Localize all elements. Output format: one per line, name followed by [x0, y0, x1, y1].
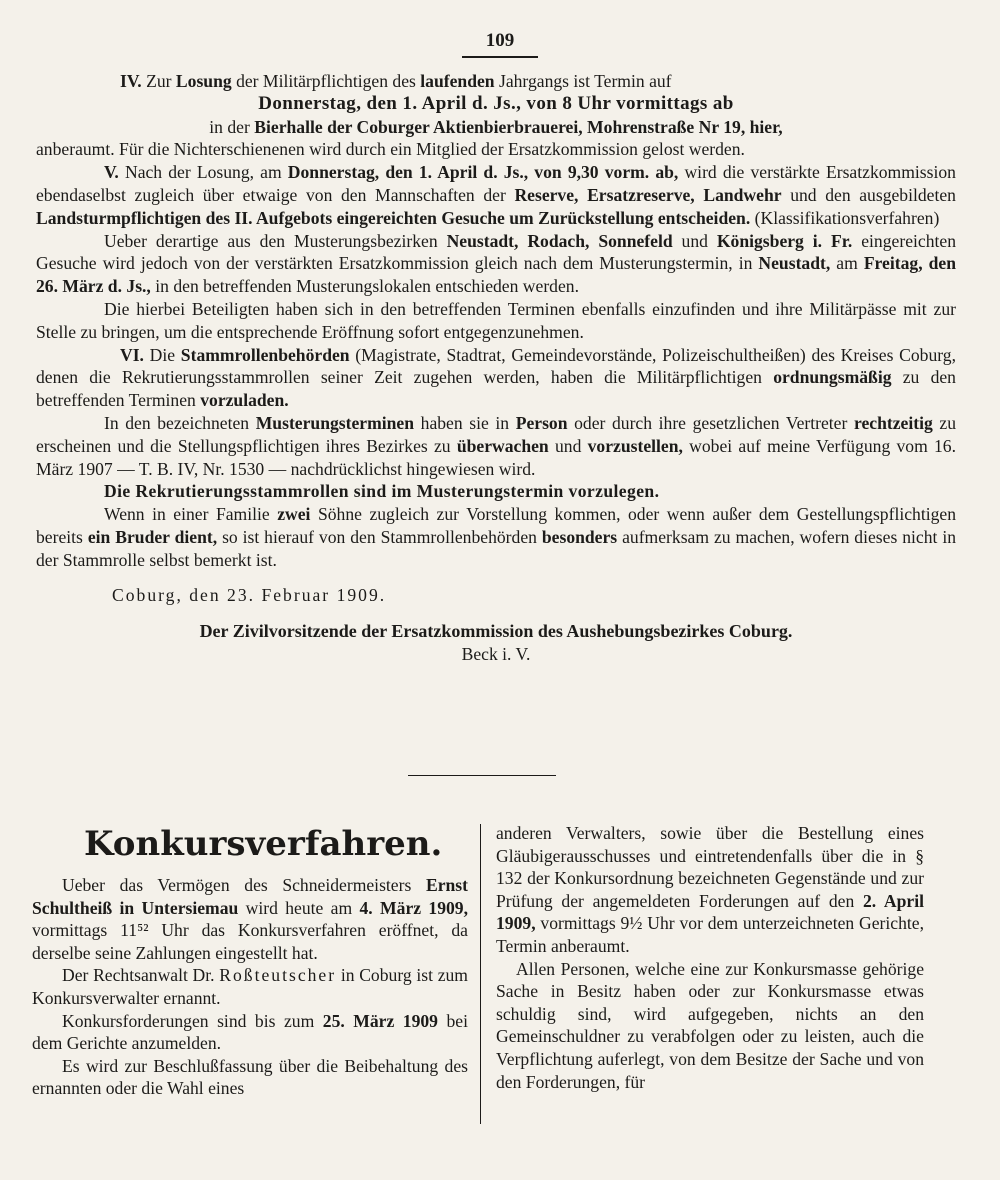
page-number: 109	[485, 30, 515, 51]
conscription-notice	[36, 70, 956, 666]
konkurs-right-column	[496, 822, 924, 1093]
konkurs-paragraph-5: anderen Verwalters, sowie über die Bestellung eines Gläubigerausschusses und eintretendenfalls über die in § 132 der Konkursordnung bezeichneten Gegenstände und zur Prüfung der angemeldeten Forderungen auf den 2. April 1909, vormittags 9½ Uhr vor dem unterzeichneten Gerichte, Termin anberaumt.	[496, 823, 925, 956]
page-number-underline	[462, 56, 538, 58]
konkurs-paragraph-2: Der Rechtsanwalt Dr. Roßteutscher in Coburg ist zum Konkursverwalter ernannt.	[32, 965, 468, 1008]
section-divider	[408, 775, 556, 776]
konkurs-paragraph-4: Es wird zur Beschlußfassung über die Beibehaltung des ernannten oder die Wahl eines	[32, 1055, 468, 1099]
konkurs-paragraph-6: Allen Personen, welche eine zur Konkursmasse gehörige Sache in Besitz haben oder zur Konkursmasse etwas schuldig sind, wird aufgegeben, nichts an den Gemeinschuldner zu verabfolgen oder zu leisten, auch die Verpflichtung auferlegt, von dem Besitze der Sache und von den Forderungen, für	[496, 958, 924, 1092]
konkurs-paragraph-3: Konkursforderungen sind bis zum 25. März 1909 bei dem Gerichte anzumelden.	[32, 1010, 468, 1054]
konkurs-heading: Konkursverfahren.	[84, 824, 443, 864]
section-vi-paragraph-3: Die Rekrutierungsstammrollen sind im Musterungstermin vorzulegen.	[104, 481, 660, 502]
section-vi-numeral: VI.	[120, 344, 144, 365]
section-v-paragraph-3: Die hierbei Beteiligten haben sich in den betreffenden Terminen ebenfalls einzufinden und ihre Militärpässe mit zur Stelle zu bringen, um die entsprechende Eröffnung sofort entgegenzunehmen.	[36, 298, 956, 342]
konkurs-left-column	[32, 822, 468, 1100]
section-iv-line1: IV. Zur Losung der Militärpflichtigen des laufenden Jahrgangs ist Termin auf	[120, 71, 672, 91]
konkurs-paragraph-1: Ueber das Vermögen des Schneidermeisters Ernst Schultheiß in Untersiemau wird heute am 4. März 1909, vormittags 11⁵² Uhr das Konkursverfahren eröffnet, da derselbe seine Zahlungen eingestellt hat.	[32, 875, 468, 963]
section-iv-numeral: IV.	[120, 71, 142, 91]
section-vi-paragraph-4: Wenn in einer Familie zwei Söhne zugleich zur Vorstellung kommen, oder wenn außer dem Gestellungspflichtigen bereits ein Bruder dient, so ist hierauf von den Stammrollenbehörden besonders aufmerksam zu machen, wofern dieses nicht in der Stammrolle selbst bemerkt ist.	[36, 504, 957, 570]
section-v-numeral: V.	[104, 162, 119, 183]
signature-name: Beck i. V.	[461, 644, 531, 665]
section-iv-closing-line: anberaumt. Für die Nichterschienenen wird durch ein Mitglied der Ersatzkommission gelost werden.	[36, 139, 745, 160]
section-vi-paragraph-2: In den bezeichneten Musterungsterminen haben sie in Person oder durch ihre gesetzlichen Vertreter rechtzeitig zu erscheinen und die Stellungspflichtigen ihres Bezirkes zu überwachen und vorzustellen, wobei auf meine Verfügung vom 16. März 1907 — T. B. IV, Nr. 1530 — nachdrücklichst hingewiesen wird.	[36, 412, 957, 479]
section-vi-paragraph-1: VI. Die Stammrollenbehörden (Magistrate, Stadtrat, Gemeindevorstände, Polizeischultheißen) des Kreises Coburg, denen die Rekrutierungsstammrollen seiner Zeit zugehen werden, haben die Militärpflichtigen ordnungsmäßig zu den betreffenden Terminen vorzuladen.	[36, 344, 956, 411]
section-v-paragraph-2: Ueber derartige aus den Musterungsbezirken Neustadt, Rodach, Sonnefeld und Königsberg i. Fr. eingereichten Gesuche wird jedoch von der verstärkten Ersatzkommission gleich nach dem Musterungstermin, in Neustadt, am Freitag, den 26. März d. Js., in den betreffenden Musterungslokalen entschieden werden.	[36, 230, 956, 297]
section-iv-date-line: Donnerstag, den 1. April d. Js., von 8 Uhr vormittags ab	[258, 92, 734, 114]
date-line: Coburg, den 23. Februar 1909.	[112, 584, 387, 605]
column-divider	[480, 824, 481, 1124]
section-iv-location-line: in der Bierhalle der Coburger Aktienbierbrauerei, Mohrenstraße Nr 19, hier,	[209, 116, 783, 137]
signature-title: Der Zivilvorsitzende der Ersatzkommission des Aushebungsbezirkes Coburg.	[199, 621, 793, 642]
section-v-paragraph-1: V. Nach der Losung, am Donnerstag, den 1. April d. Js., von 9,30 vorm. ab, wird die verstärkte Ersatzkommission ebendaselbst zugleich über etwaige von den Mannschaften der Reserve, Ersatzreserve, Landwehr und den ausgebildeten Landsturmpflichtigen des II. Aufgebots eingereichten Gesuche um Zurückstellung entscheiden. (Klassifikationsverfahren)	[36, 162, 956, 228]
